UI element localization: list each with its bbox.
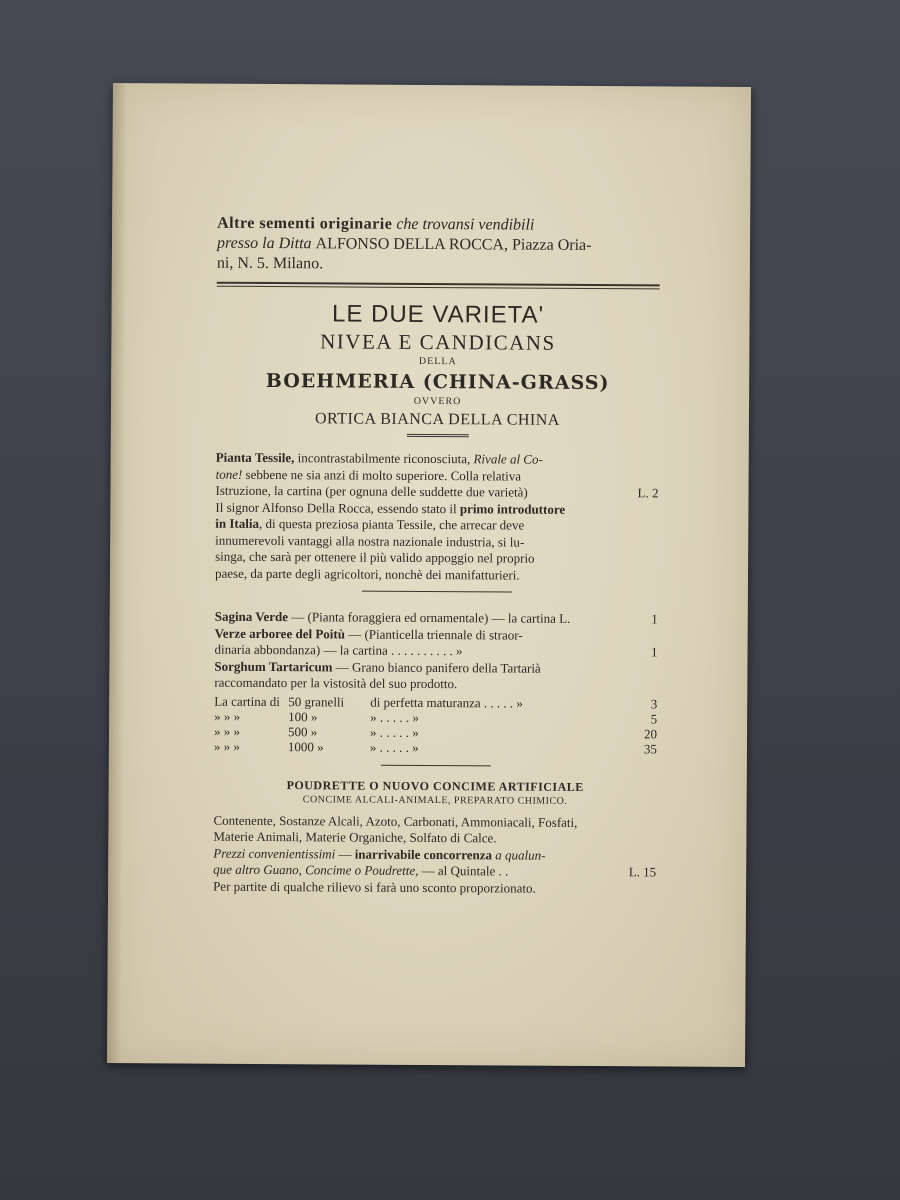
poudrette-l1: Contenente, Sostanze Alcali, Azoto, Carbonati, Ammoniacali, Fosfati, (213, 812, 578, 830)
title-line-2: NIVEA E CANDICANS (320, 329, 556, 355)
header-line-3: ni, N. 5. Milano. (216, 254, 324, 273)
poudrette-title: POUDRETTE O NUOVO CONCIME ARTIFICIALE (286, 777, 584, 794)
items-block (214, 609, 657, 694)
price-table (214, 693, 657, 756)
signor-l2a: in Italia (215, 515, 260, 531)
sorghum-text: — Grano bianco panifero della Tartarià (332, 658, 541, 676)
pianta-italic-2: tone! (215, 466, 243, 482)
title-line-4: ORTICA BIANCA DELLA CHINA (314, 410, 560, 429)
verze-text: — (Pianticella triennale di straor- (344, 625, 523, 643)
header-rule (217, 282, 660, 290)
header-italic-2: presso la Ditta (216, 234, 316, 253)
poudrette-l3a: — (335, 845, 355, 862)
section-rule (361, 591, 511, 593)
verze-price: 1 (650, 644, 658, 660)
poudrette-heading (214, 776, 657, 809)
poudrette-l4t: — al Quintale . . (418, 862, 509, 879)
poudrette-l3b: inarrivabile concorrenza (354, 846, 493, 862)
signor-l1b: primo introduttore (459, 500, 566, 517)
title-block (216, 299, 660, 432)
poudrette-paragraph (213, 812, 656, 897)
signor-l3: innumerevoli vantaggi alla nostra nazionale industria, si lu- (215, 532, 525, 550)
pianta-text-1: incontrastabilmente riconosciuta, (294, 450, 474, 467)
header-bold: Altre sementi originarie (217, 214, 393, 233)
verze-name: Verze arboree del Poitù (214, 625, 346, 641)
table-cell: » . . . . . » (369, 724, 419, 740)
title-line-3: BOEHMERIA (CHINA-GRASS) (265, 369, 610, 395)
title-della: DELLA (418, 355, 457, 368)
signor-paragraph (215, 499, 658, 584)
signor-l1a: Il signor Alfonso Della Rocca, essendo stato il (215, 499, 460, 516)
pianta-line-3: Istruzione, la cartina (per ognuna delle suddette due varietà) (215, 482, 528, 500)
document-page (107, 83, 751, 1067)
sagina-name: Sagina Verde (214, 608, 289, 625)
pianta-paragraph (215, 450, 658, 502)
pianta-bold: Pianta Tessile, (215, 449, 295, 466)
pianta-text-2: sebbene ne sia anzi di molto superiore. Colla relativa (242, 466, 522, 484)
table-cell: 500 » (287, 723, 318, 739)
verze-line-2: dinaria abbondanza) — la cartina . . . . . . . . . . » (214, 641, 463, 659)
table-cell: 3 (650, 695, 658, 711)
table-cell: 20 (643, 725, 658, 741)
table-cell: 1000 » (287, 738, 324, 754)
pianta-price: L. 2 (637, 485, 659, 501)
table-cell: La cartina di (214, 693, 280, 709)
signor-l4: singa, che sarà per ottenere il più valido appoggio nel proprio (215, 548, 535, 566)
table-cell: » . . . . . » (370, 709, 419, 725)
signor-l5: paese, da parte degli agricoltori, nonchè dei manifatturieri. (214, 565, 520, 583)
sagina-text: — (Pianta foraggiera ed ornamentale) — la cartina L. (288, 609, 571, 626)
poudrette-price: L. 15 (628, 864, 657, 880)
poudrette-l3c: a qualun- (491, 846, 546, 863)
sorghum-line-2: raccomandato per la vistosità del suo prodotto. (214, 674, 458, 692)
poudrette-l4i: que altro Guano, Concime o Poudrette, (213, 861, 419, 878)
table-row (214, 738, 657, 756)
title-ovvero: OVVERO (413, 395, 462, 408)
poudrette-subtitle: CONCIME ALCALI-ANIMALE, PREPARATO CHIMICO. (302, 793, 568, 807)
pianta-italic-1: Rivale al Co- (473, 451, 543, 467)
table-cell: » » » (213, 738, 240, 754)
table-cell: di perfetta maturanza . . . . . » (370, 694, 523, 711)
header-notice (217, 214, 660, 277)
table-cell: » » » (213, 723, 241, 739)
poudrette-l5: Per partite di qualche rilievo si farà uno sconto proporzionato. (213, 878, 536, 896)
table-cell: » » » (214, 708, 241, 724)
poudrette-l3i: Prezzi convenientissimi (213, 845, 336, 861)
table-cell: 100 » (288, 708, 318, 724)
sagina-price: 1 (651, 611, 658, 627)
table-cell: 50 granelli (288, 693, 345, 709)
page-content (213, 214, 660, 898)
poudrette-l2: Materie Animali, Materie Organiche, Solfato di Calce. (213, 828, 497, 846)
header-italic-1: che trovansi vendibili (392, 215, 535, 234)
title-line-1: LE DUE VARIETA' (331, 300, 545, 329)
table-cell: 5 (650, 710, 658, 726)
sorghum-name: Sorghum Tartaricum (214, 658, 333, 674)
header-address: ALFONSO DELLA ROCCA, Piazza Oria- (315, 235, 592, 254)
signor-l2b: , di questa preziosa pianta Tessile, che arrecar deve (258, 515, 525, 533)
section-rule-2 (380, 764, 490, 766)
table-cell: 35 (643, 740, 657, 756)
table-cell: » . . . . . » (369, 739, 419, 755)
title-rule (406, 434, 468, 437)
